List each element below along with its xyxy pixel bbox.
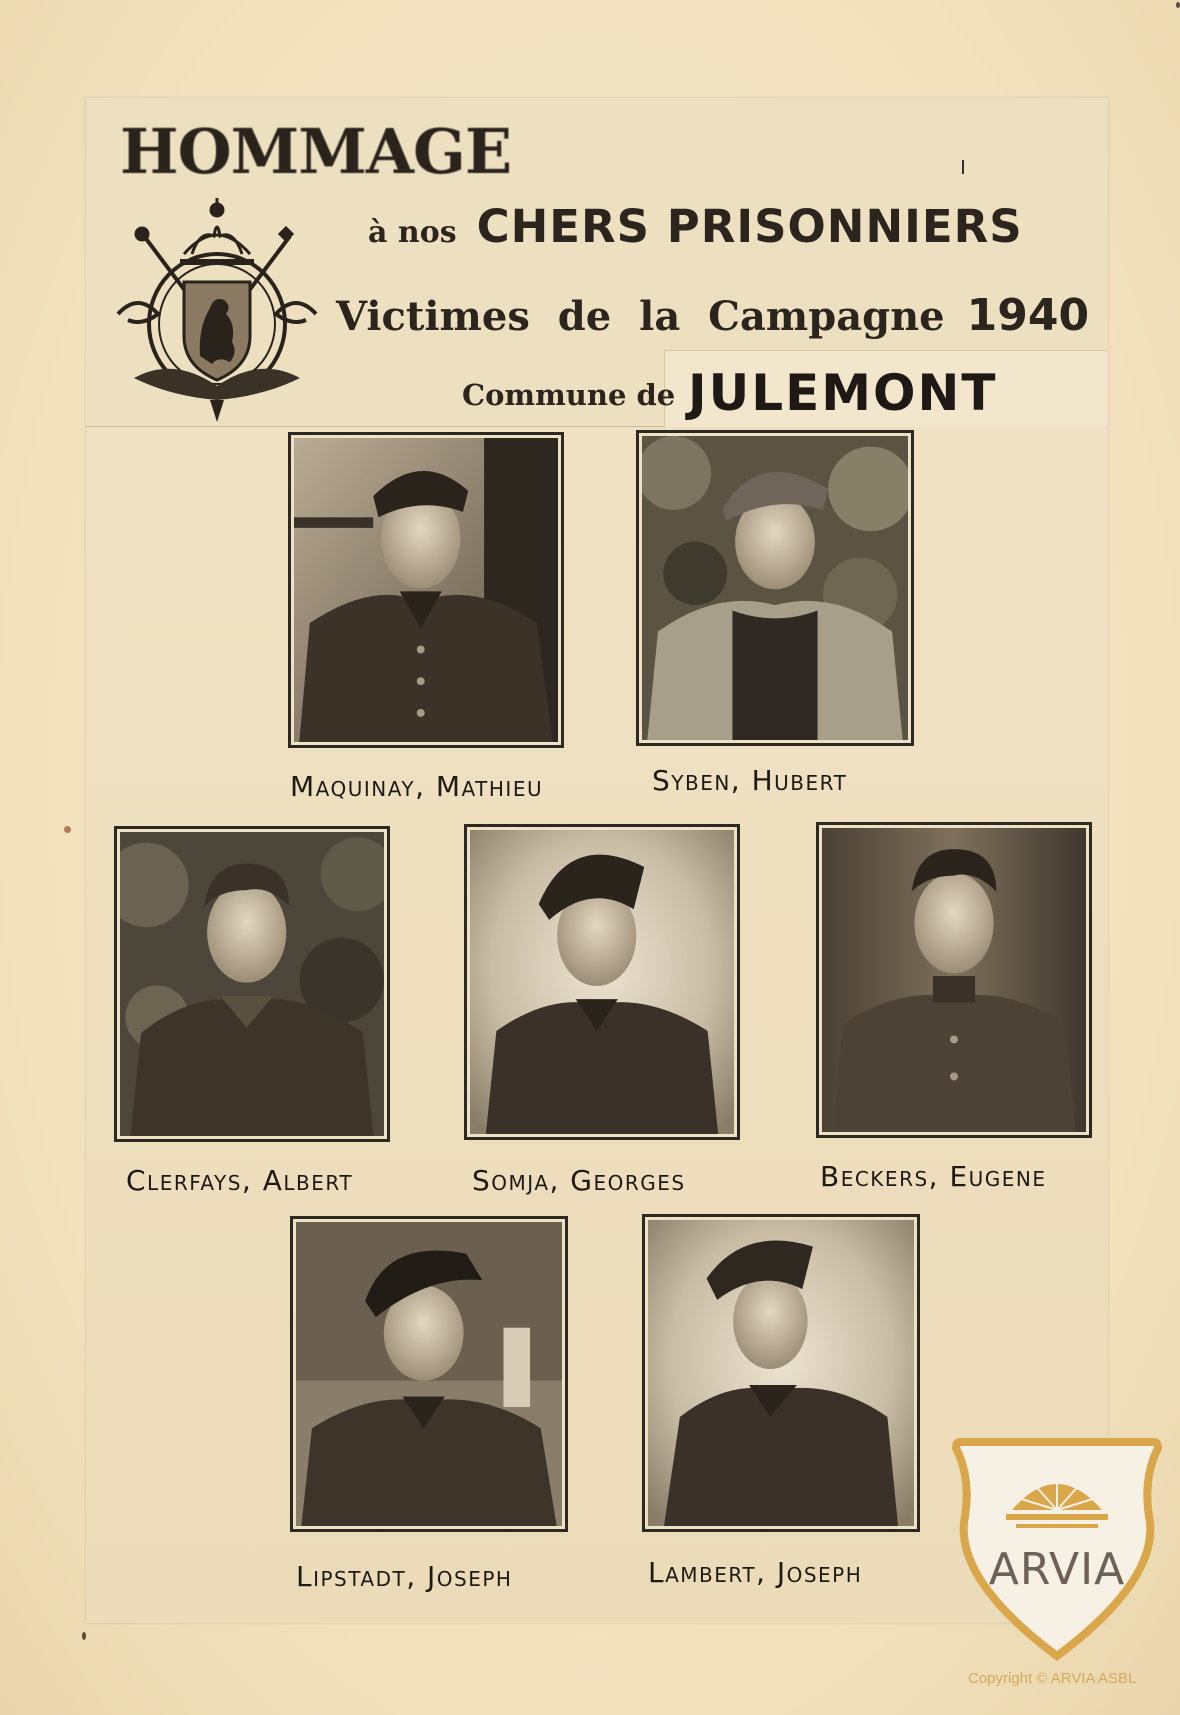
portrait-soldier-icon — [822, 828, 1086, 1132]
commune-prefix: Commune de — [462, 378, 676, 412]
portrait-photo — [290, 1216, 568, 1532]
portrait-soldier-icon — [294, 438, 558, 742]
paper-speck — [82, 1632, 86, 1640]
dedication-main: CHERS PRISONNIERS — [476, 200, 1023, 253]
belgian-coat-of-arms-icon — [114, 196, 320, 426]
prisoner-name-label: Clerfays, Albert — [126, 1164, 354, 1197]
portrait-soldier-icon — [648, 1220, 914, 1526]
prisoner-name-label: Maquinay, Mathieu — [290, 770, 544, 803]
dedication-prefix: à nos — [368, 215, 457, 250]
prisoner-name-label: Beckers, Eugene — [820, 1160, 1047, 1193]
portrait-soldier-icon — [642, 436, 908, 740]
prisoner-name-label: Syben, Hubert — [652, 764, 848, 797]
paper-speck — [1176, 2, 1180, 8]
copyright-notice: Copyright © ARVIA ASBL — [968, 1670, 1137, 1687]
portrait-photo — [816, 822, 1092, 1138]
dedication-line — [368, 200, 1108, 253]
portrait-soldier-icon — [296, 1222, 562, 1526]
arvia-logo-text: ARVIA — [988, 1544, 1126, 1595]
portrait-photo — [464, 824, 740, 1140]
prisoner-name-label: Somja, Georges — [472, 1164, 686, 1197]
commune-name: JULEMONT — [688, 364, 998, 422]
campaign-line — [336, 290, 1106, 341]
poster-title: HOMMAGE — [120, 115, 512, 188]
portrait-soldier-icon — [120, 832, 384, 1136]
portrait-soldier-icon — [470, 830, 734, 1134]
portrait-photo — [642, 1214, 920, 1532]
paper-speck — [64, 826, 71, 833]
campaign-year: 1940 — [966, 290, 1090, 341]
portrait-photo — [288, 432, 564, 748]
portrait-photo — [114, 826, 390, 1142]
ink-mark — [962, 160, 964, 174]
prisoner-name-label: Lipstadt, Joseph — [296, 1560, 513, 1593]
campaign-text: Victimes de la Campagne — [336, 293, 945, 340]
portrait-photo — [636, 430, 914, 746]
prisoner-name-label: Lambert, Joseph — [648, 1556, 863, 1589]
